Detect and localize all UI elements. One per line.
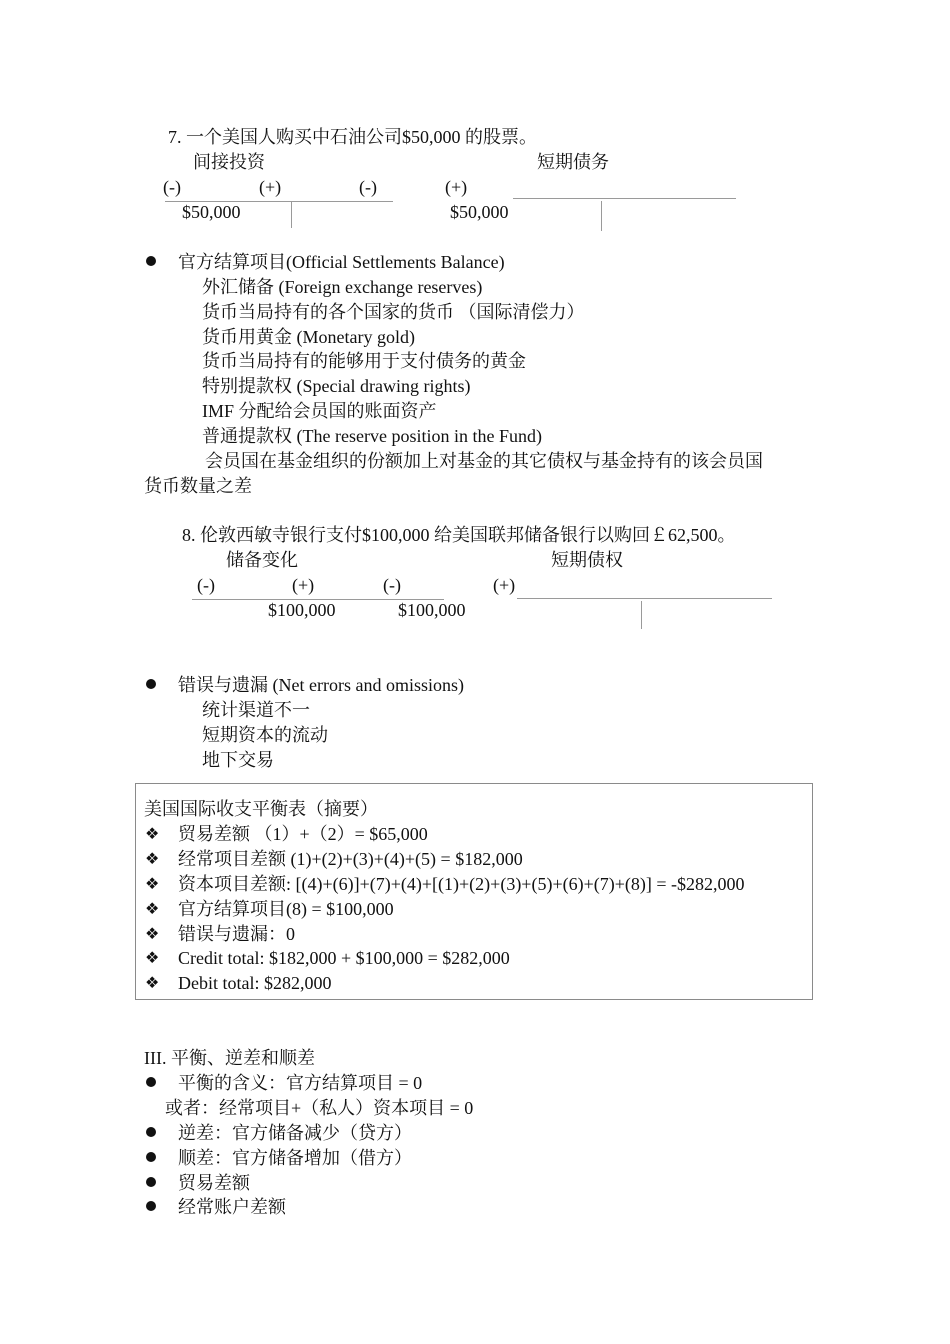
section-3-bullet: 平衡的含义：官方结算项目 = 0 (178, 1073, 423, 1093)
bullet-icon (146, 679, 156, 689)
section-3-bullet: 顺差：官方储备增加（借方） (178, 1148, 412, 1168)
diamond-bullet-icon: ❖ (145, 899, 160, 918)
summary-item: 错误与遗漏：0 (178, 924, 295, 944)
bullet-icon (146, 1201, 156, 1211)
t-account-left-title: 储备变化 (226, 550, 298, 570)
credit-label: (+) (445, 177, 468, 197)
credit-label: (+) (493, 575, 516, 595)
official-line: 货币数量之差 (144, 476, 252, 496)
debit-label: (-) (383, 575, 401, 595)
bullet-icon (146, 256, 156, 266)
official-line: 会员国在基金组织的份额加上对基金的其它债权与基金持有的该会员国 (205, 451, 763, 471)
official-line: 货币当局持有的各个国家的货币 （国际清偿力） (202, 302, 585, 322)
section-3-bullet: 经常账户差额 (178, 1197, 286, 1217)
official-line: IMF 分配给会员国的账面资产 (202, 401, 437, 421)
section-3-or-line: 或者：经常项目+（私人）资本项目 = 0 (165, 1098, 474, 1118)
t-account-divider (291, 201, 292, 228)
summary-item: Credit total: $182,000 + $100,000 = $282,000 (178, 948, 510, 968)
bullet-icon (146, 1127, 156, 1137)
debit-label: (-) (359, 177, 377, 197)
official-settlements-heading: 官方结算项目(Official Settlements Balance) (178, 252, 505, 272)
credit-label: (+) (259, 177, 282, 197)
credit-label: (+) (292, 575, 315, 595)
diamond-bullet-icon: ❖ (145, 849, 160, 868)
summary-item: 官方结算项目(8) = $100,000 (178, 899, 394, 919)
t-account-rule (513, 198, 736, 199)
diamond-bullet-icon: ❖ (145, 824, 160, 843)
bullet-icon (146, 1152, 156, 1162)
errors-line: 统计渠道不一 (202, 700, 310, 720)
summary-item: 资本项目差额: [(4)+(6)]+(7)+(4)+[(1)+(2)+(3)+(5)+(6)+(7)+(8)] = -$282,000 (178, 874, 745, 894)
official-line: 特别提款权 (Special drawing rights) (202, 376, 471, 396)
errors-line: 地下交易 (202, 750, 274, 770)
t-account-divider (601, 201, 602, 231)
official-line: 货币当局持有的能够用于支付债务的黄金 (202, 351, 526, 371)
t-account-amount: $50,000 (450, 202, 509, 222)
bullet-icon (146, 1177, 156, 1187)
summary-item: 经常项目差额 (1)+(2)+(3)+(4)+(5) = $182,000 (178, 849, 523, 869)
t-account-right-title: 短期债权 (551, 550, 623, 570)
example-8-title: 8. 伦敦西敏寺银行支付$100,000 给美国联邦储备银行以购回￡62,500。 (182, 525, 736, 545)
diamond-bullet-icon: ❖ (145, 973, 160, 992)
diamond-bullet-icon: ❖ (145, 948, 160, 967)
t-account-amount: $100,000 (268, 600, 336, 620)
section-3-heading: III. 平衡、逆差和顺差 (144, 1048, 315, 1068)
debit-label: (-) (163, 177, 181, 197)
debit-label: (-) (197, 575, 215, 595)
errors-heading: 错误与遗漏 (Net errors and omissions) (178, 675, 464, 695)
official-line: 货币用黄金 (Monetary gold) (202, 327, 415, 347)
t-account-left-title: 间接投资 (193, 152, 265, 172)
diamond-bullet-icon: ❖ (145, 924, 160, 943)
official-line: 外汇储备 (Foreign exchange reserves) (202, 277, 483, 297)
t-account-right-title: 短期债务 (537, 152, 609, 172)
summary-item: 贸易差额 （1）+（2）= $65,000 (178, 824, 428, 844)
example-7-title: 7. 一个美国人购买中石油公司$50,000 的股票。 (168, 127, 537, 147)
summary-item: Debit total: $282,000 (178, 973, 332, 993)
section-3-bullet: 贸易差额 (178, 1173, 250, 1193)
t-account-rule (517, 598, 772, 599)
section-3-bullet: 逆差：官方储备减少（贷方） (178, 1123, 412, 1143)
t-account-amount: $50,000 (182, 202, 241, 222)
t-account-divider (641, 601, 642, 629)
diamond-bullet-icon: ❖ (145, 874, 160, 893)
summary-title: 美国国际收支平衡表（摘要） (144, 799, 378, 819)
errors-line: 短期资本的流动 (202, 725, 328, 745)
t-account-amount: $100,000 (398, 600, 466, 620)
official-line: 普通提款权 (The reserve position in the Fund) (202, 426, 542, 446)
bullet-icon (146, 1077, 156, 1087)
